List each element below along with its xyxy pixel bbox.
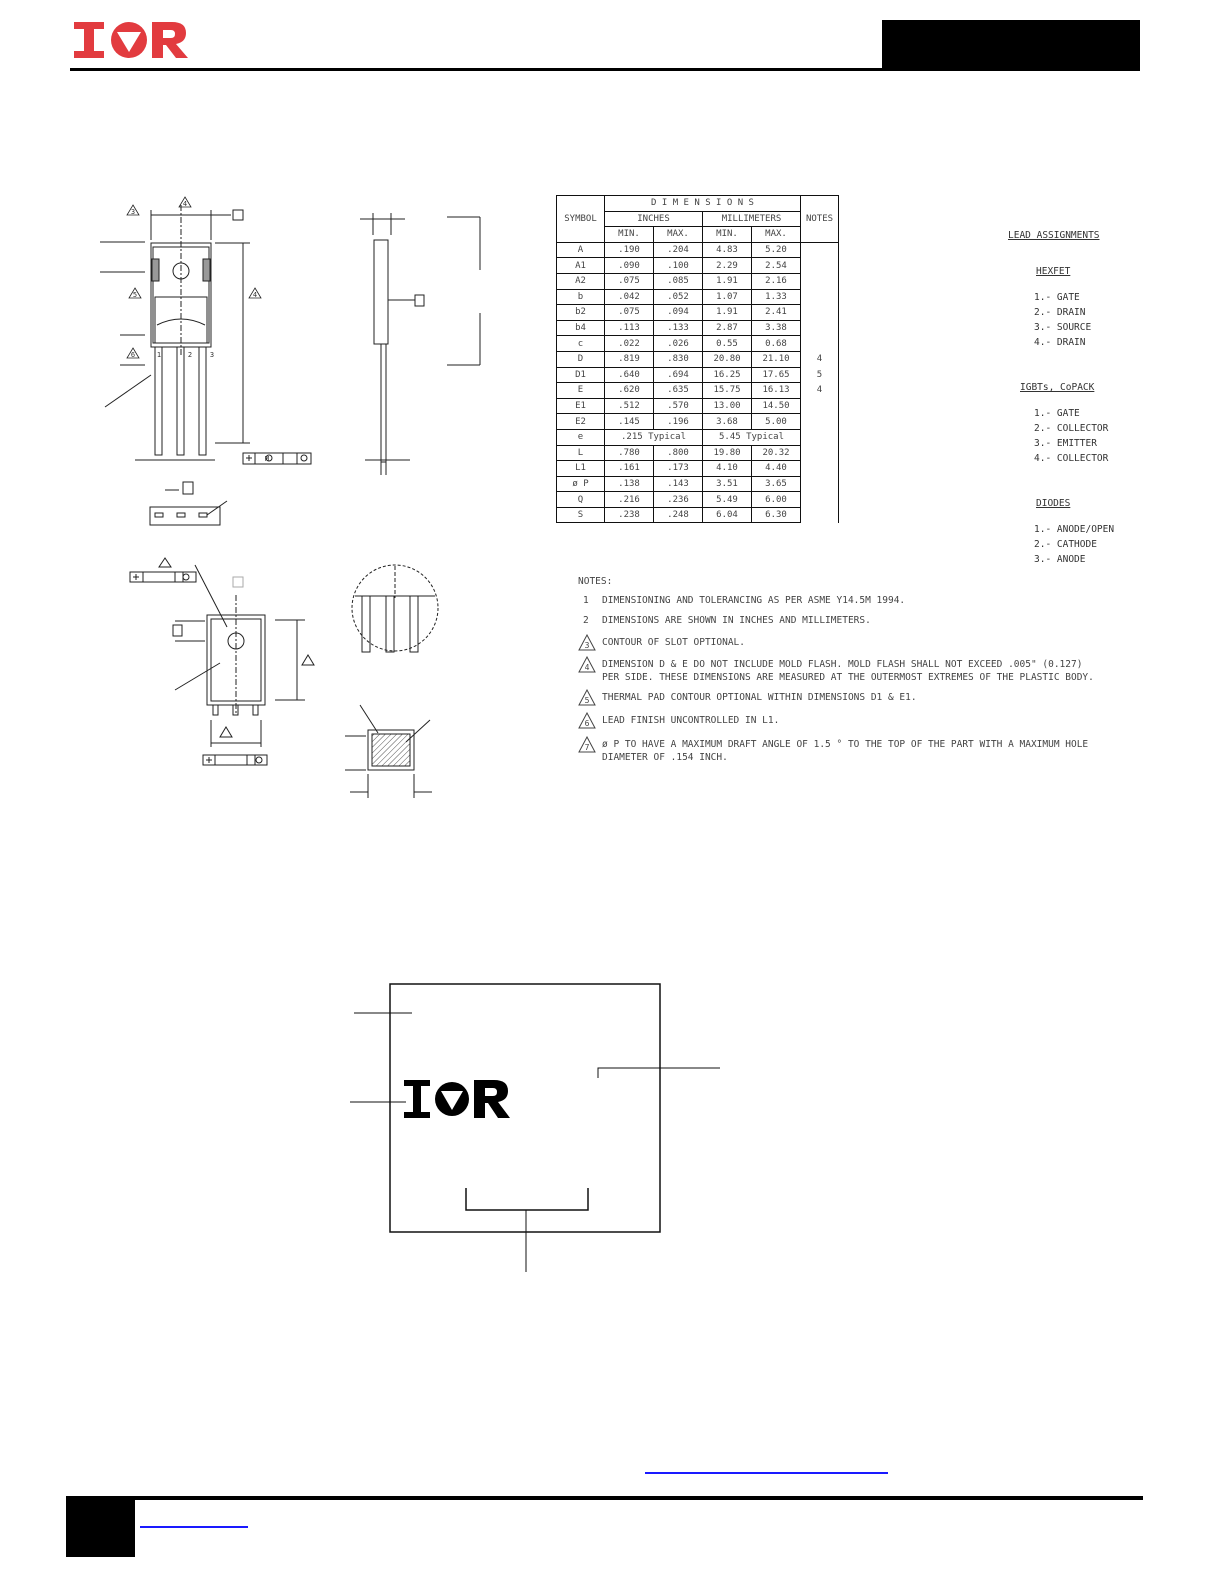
inches-max-cell: .635 xyxy=(654,383,703,399)
table-row xyxy=(557,398,839,414)
note-text-line: PER SIDE. THESE DIMENSIONS ARE MEASURED AT THE OUTERMOST EXTREMES OF THE PLASTIC BODY. xyxy=(602,672,1094,683)
mm-max-cell: 16.13 xyxy=(752,383,801,399)
mm-min-cell: 2.29 xyxy=(703,258,752,274)
lead-assignments-title: LEAD ASSIGNMENTS xyxy=(1008,230,1100,241)
mm-max-cell: 6.00 xyxy=(752,492,801,508)
mm-max-cell: 5.00 xyxy=(752,414,801,430)
symbol-cell: b xyxy=(557,289,605,305)
svg-text:3: 3 xyxy=(584,641,590,650)
inches-typical-cell: .215 Typical xyxy=(605,429,703,445)
mm-max-cell: 1.33 xyxy=(752,289,801,305)
note-ref-cell xyxy=(801,305,839,321)
inches-max-cell: .052 xyxy=(654,289,703,305)
mm-max-cell: 2.41 xyxy=(752,305,801,321)
lead-item: 2.- DRAIN xyxy=(1034,307,1086,318)
mm-max-cell: 2.54 xyxy=(752,258,801,274)
inches-max-cell: .830 xyxy=(654,351,703,367)
inches-max-cell: .248 xyxy=(654,507,703,523)
note-text-line: CONTOUR OF SLOT OPTIONAL. xyxy=(602,637,745,648)
table-row xyxy=(557,507,839,523)
mm-min-cell: 19.80 xyxy=(703,445,752,461)
mm-min-cell: 2.87 xyxy=(703,320,752,336)
inches-max-cell: .143 xyxy=(654,476,703,492)
table-row xyxy=(557,461,839,477)
inches-max-cell: .133 xyxy=(654,320,703,336)
inches-min-cell: .190 xyxy=(605,242,654,258)
lead-item: 4.- DRAIN xyxy=(1034,337,1086,348)
inches-min-cell: .075 xyxy=(605,273,654,289)
inches-max-cell: .694 xyxy=(654,367,703,383)
mm-min-cell: 5.49 xyxy=(703,492,752,508)
table-row xyxy=(557,367,839,383)
note-triangle-number xyxy=(578,689,598,707)
min-header: MIN. xyxy=(605,227,654,243)
table-row xyxy=(557,445,839,461)
mm-min-cell: 1.07 xyxy=(703,289,752,305)
symbol-cell: D1 xyxy=(557,367,605,383)
drawing-triangle-5: 5 xyxy=(132,291,138,299)
inches-min-cell: .161 xyxy=(605,461,654,477)
table-row xyxy=(557,289,839,305)
table-row xyxy=(557,414,839,430)
dimensions-table xyxy=(556,195,839,523)
mm-min-cell: 4.10 xyxy=(703,461,752,477)
symbol-cell: L xyxy=(557,445,605,461)
svg-text:6: 6 xyxy=(584,719,590,728)
inches-min-cell: .512 xyxy=(605,398,654,414)
note-ref-cell xyxy=(801,429,839,445)
symbol-cell: E2 xyxy=(557,414,605,430)
lead-group-diodes-title: DIODES xyxy=(1036,498,1071,509)
inches-max-cell: .100 xyxy=(654,258,703,274)
inches-min-cell: .075 xyxy=(605,305,654,321)
min-header: MIN. xyxy=(703,227,752,243)
inches-header: INCHES xyxy=(605,211,703,227)
footer-page-number-block xyxy=(66,1500,135,1557)
note-text-line: DIMENSIONS ARE SHOWN IN INCHES AND MILLIMETERS. xyxy=(602,615,871,626)
pin-label-2: 2 xyxy=(187,351,193,359)
table-row xyxy=(557,273,839,289)
table-row xyxy=(557,305,839,321)
lead-group-hexfet-title: HEXFET xyxy=(1036,266,1071,277)
note-text-line: DIMENSIONING AND TOLERANCING AS PER ASME Y14.5M 1994. xyxy=(602,595,906,606)
note-ref-cell xyxy=(801,273,839,289)
symbol-cell: ø P xyxy=(557,476,605,492)
package-front-view-drawing xyxy=(95,185,325,535)
drawing-triangle-3: 3 xyxy=(130,208,136,216)
note-ref-cell xyxy=(801,320,839,336)
symbol-cell: b2 xyxy=(557,305,605,321)
lead-detail-circle-drawing xyxy=(350,558,440,658)
note-ref-cell xyxy=(801,414,839,430)
table-row xyxy=(557,242,839,258)
inches-min-cell: .113 xyxy=(605,320,654,336)
inches-max-cell: .800 xyxy=(654,445,703,461)
notes-header: NOTES xyxy=(801,196,839,243)
table-row xyxy=(557,383,839,399)
mm-typical-cell: 5.45 Typical xyxy=(703,429,801,445)
mm-min-cell: 3.51 xyxy=(703,476,752,492)
package-back-view-drawing xyxy=(125,555,325,775)
lead-item: 3.- ANODE xyxy=(1034,554,1086,565)
lead-item: 1.- ANODE/OPEN xyxy=(1034,524,1115,535)
mm-max-cell: 21.10 xyxy=(752,351,801,367)
inches-min-cell: .819 xyxy=(605,351,654,367)
symbol-cell: A1 xyxy=(557,258,605,274)
table-row xyxy=(557,320,839,336)
svg-text:7: 7 xyxy=(584,743,590,752)
inches-min-cell: .090 xyxy=(605,258,654,274)
note-triangle-number xyxy=(578,656,598,674)
symbol-cell: e xyxy=(557,429,605,445)
mm-max-cell: 17.65 xyxy=(752,367,801,383)
drawing-triangle-4: 4 xyxy=(182,200,188,208)
note-ref-cell xyxy=(801,507,839,523)
notes-title: NOTES: xyxy=(578,576,613,587)
inches-max-cell: .085 xyxy=(654,273,703,289)
svg-text:4: 4 xyxy=(584,663,590,672)
note-ref-cell xyxy=(801,336,839,352)
lead-item: 4.- COLLECTOR xyxy=(1034,453,1109,464)
mm-min-cell: 1.91 xyxy=(703,273,752,289)
mm-min-cell: 4.83 xyxy=(703,242,752,258)
note-number: 2 xyxy=(583,615,589,626)
pin-label-3: 3 xyxy=(209,351,215,359)
max-header: MAX. xyxy=(752,227,801,243)
symbol-header: SYMBOL xyxy=(557,196,605,243)
note-text-line: THERMAL PAD CONTOUR OPTIONAL WITHIN DIMENSIONS D1 & E1. xyxy=(602,692,917,703)
mm-max-cell: 14.50 xyxy=(752,398,801,414)
mm-min-cell: 3.68 xyxy=(703,414,752,430)
table-row xyxy=(557,351,839,367)
inches-max-cell: .173 xyxy=(654,461,703,477)
note-ref-cell xyxy=(801,476,839,492)
symbol-cell: S xyxy=(557,507,605,523)
table-row xyxy=(557,476,839,492)
lead-item: 3.- SOURCE xyxy=(1034,322,1092,333)
note-text-line: LEAD FINISH UNCONTROLLED IN L1. xyxy=(602,715,780,726)
inches-min-cell: .022 xyxy=(605,336,654,352)
note-triangle-number xyxy=(578,712,598,730)
notes-section xyxy=(578,574,1094,774)
note-ref-cell: 4 xyxy=(801,351,839,367)
mm-max-cell: 2.16 xyxy=(752,273,801,289)
note-ref-cell: 4 xyxy=(801,383,839,399)
inches-min-cell: .640 xyxy=(605,367,654,383)
symbol-cell: E xyxy=(557,383,605,399)
table-row xyxy=(557,336,839,352)
note-triangle-number xyxy=(578,634,598,652)
symbol-cell: b4 xyxy=(557,320,605,336)
inches-min-cell: .238 xyxy=(605,507,654,523)
inches-max-cell: .026 xyxy=(654,336,703,352)
note-ref-cell xyxy=(801,289,839,305)
mm-min-cell: 20.80 xyxy=(703,351,752,367)
mm-min-cell: 0.55 xyxy=(703,336,752,352)
lead-item: 2.- COLLECTOR xyxy=(1034,423,1109,434)
svg-text:5: 5 xyxy=(584,696,590,705)
mm-min-cell: 15.75 xyxy=(703,383,752,399)
note-number: 1 xyxy=(583,595,589,606)
max-header: MAX. xyxy=(654,227,703,243)
fcf-m-label: M xyxy=(264,455,270,463)
mm-min-cell: 16.25 xyxy=(703,367,752,383)
inches-min-cell: .138 xyxy=(605,476,654,492)
inches-max-cell: .236 xyxy=(654,492,703,508)
lead-item: 3.- EMITTER xyxy=(1034,438,1097,449)
ir-logo xyxy=(72,20,190,62)
package-side-view-drawing xyxy=(355,205,495,495)
symbol-cell: c xyxy=(557,336,605,352)
datasheet-link-underline[interactable] xyxy=(645,1472,888,1474)
note-ref-cell xyxy=(801,445,839,461)
inches-max-cell: .570 xyxy=(654,398,703,414)
drawing-triangle-6: 6 xyxy=(130,351,136,359)
note-ref-cell xyxy=(801,398,839,414)
lead-assignments xyxy=(1008,230,1148,580)
note-ref-cell xyxy=(801,258,839,274)
lead-item: 2.- CATHODE xyxy=(1034,539,1097,550)
inches-min-cell: .145 xyxy=(605,414,654,430)
symbol-cell: L1 xyxy=(557,461,605,477)
table-row xyxy=(557,258,839,274)
mm-max-cell: 6.30 xyxy=(752,507,801,523)
website-link-underline[interactable] xyxy=(140,1526,248,1528)
mm-min-cell: 13.00 xyxy=(703,398,752,414)
millimeters-header: MILLIMETERS xyxy=(703,211,801,227)
table-row xyxy=(557,492,839,508)
mm-min-cell: 6.04 xyxy=(703,507,752,523)
inches-max-cell: .204 xyxy=(654,242,703,258)
mm-max-cell: 3.65 xyxy=(752,476,801,492)
mm-max-cell: 3.38 xyxy=(752,320,801,336)
pin-label-1: 1 xyxy=(156,351,162,359)
lead-item: 1.- GATE xyxy=(1034,408,1080,419)
inches-min-cell: .216 xyxy=(605,492,654,508)
inches-min-cell: .620 xyxy=(605,383,654,399)
header-rule xyxy=(70,68,1140,71)
inches-max-cell: .196 xyxy=(654,414,703,430)
symbol-cell: E1 xyxy=(557,398,605,414)
drawing-triangle-4b: 4 xyxy=(252,291,258,299)
mm-max-cell: 5.20 xyxy=(752,242,801,258)
mm-max-cell: 4.40 xyxy=(752,461,801,477)
table-row xyxy=(557,429,839,445)
inches-min-cell: .042 xyxy=(605,289,654,305)
inches-max-cell: .094 xyxy=(654,305,703,321)
note-ref-cell xyxy=(801,492,839,508)
inches-min-cell: .780 xyxy=(605,445,654,461)
mm-max-cell: 20.32 xyxy=(752,445,801,461)
header-part-number-block xyxy=(882,20,1140,70)
note-ref-cell xyxy=(801,242,839,258)
lead-item: 1.- GATE xyxy=(1034,292,1080,303)
symbol-cell: D xyxy=(557,351,605,367)
note-triangle-number xyxy=(578,736,598,754)
note-text-line: DIAMETER OF .154 INCH. xyxy=(602,752,728,763)
lead-section-detail-drawing xyxy=(340,700,440,800)
symbol-cell: Q xyxy=(557,492,605,508)
mm-min-cell: 1.91 xyxy=(703,305,752,321)
symbol-cell: A xyxy=(557,242,605,258)
symbol-cell: A2 xyxy=(557,273,605,289)
note-text-line: ø P TO HAVE A MAXIMUM DRAFT ANGLE OF 1.5 ° TO THE TOP OF THE PART WITH A MAXIMUM HOLE xyxy=(602,739,1089,750)
note-ref-cell xyxy=(801,461,839,477)
part-marking-diagram xyxy=(350,980,730,1280)
lead-group-igbt-title: IGBTs, CoPACK xyxy=(1020,382,1095,393)
mm-max-cell: 0.68 xyxy=(752,336,801,352)
footer-rule xyxy=(66,1496,1143,1500)
dimensions-header: D I M E N S I O N S xyxy=(605,196,801,212)
note-text-line: DIMENSION D & E DO NOT INCLUDE MOLD FLASH. MOLD FLASH SHALL NOT EXCEED .005" (0.127) xyxy=(602,659,1083,670)
note-ref-cell: 5 xyxy=(801,367,839,383)
